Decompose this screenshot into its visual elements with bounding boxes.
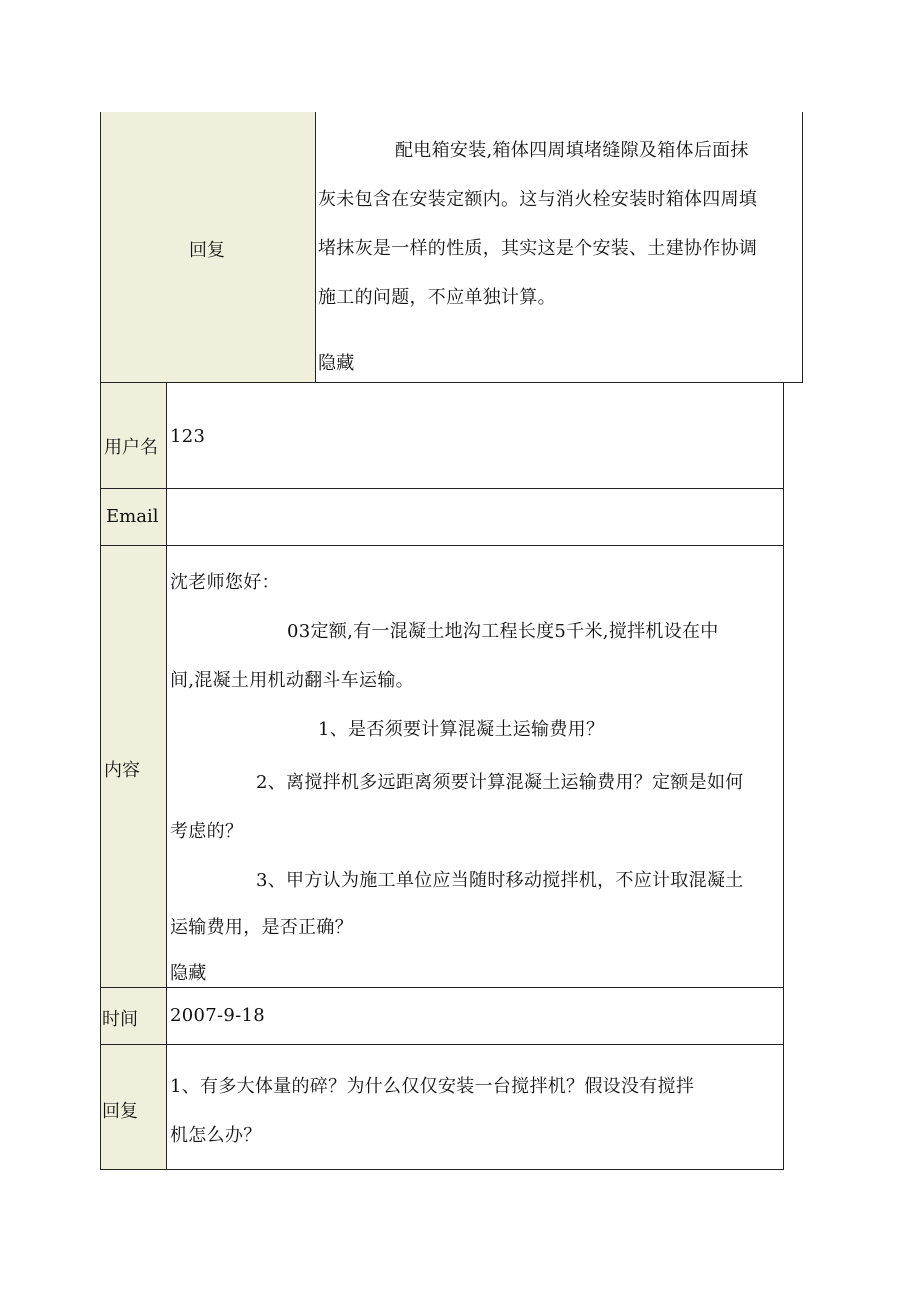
table-border (802, 112, 803, 382)
top-reply-hide-link[interactable]: 隐藏 (318, 353, 355, 374)
content-line-5: 2、离搅拌机多远距离须要计算混凝土运输费用？定额是如何 (256, 772, 744, 793)
table-border (100, 1044, 784, 1045)
content-line-2: 03定额,有一混凝土地沟工程长度5千米,搅拌机设在中 (287, 621, 719, 642)
top-reply-label: 回复 (189, 240, 225, 261)
content-line-4: 1、是否须要计算混凝土运输费用？ (318, 719, 605, 740)
table-border (315, 112, 316, 382)
content-line-7: 3、甲方认为施工单位应当随时移动搅拌机，不应计取混凝土 (256, 870, 744, 891)
top-reply-line-2: 灰未包含在安装定额内。这与消火栓安装时箱体四周填 (318, 189, 758, 210)
time-label: 时间 (102, 1009, 138, 1030)
content-line-1: 沈老师您好： (170, 572, 280, 593)
content-line-8: 运输费用，是否正确？ (170, 917, 353, 938)
table-border (100, 382, 803, 383)
content-line-3: 间,混凝土用机动翻斗车运输。 (170, 670, 414, 691)
table-border (100, 112, 101, 382)
email-label: Email (106, 506, 159, 527)
username-value: 123 (170, 426, 206, 447)
table-border (100, 382, 101, 1170)
content-label: 内容 (104, 760, 140, 781)
bottom-reply-label: 回复 (102, 1101, 138, 1122)
table-border (100, 488, 784, 489)
top-reply-line-4: 施工的问题，不应单独计算。 (318, 287, 556, 308)
content-line-6: 考虑的？ (170, 821, 244, 842)
top-reply-line-3: 堵抹灰是一样的性质，其实这是个安装、土建协作协调 (318, 238, 758, 259)
content-hide-link[interactable]: 隐藏 (170, 963, 207, 984)
table-border (100, 1169, 784, 1170)
table-border (783, 382, 784, 1170)
table-border (100, 987, 784, 988)
top-reply-line-1: 配电箱安装,箱体四周填堵缝隙及箱体后面抹 (395, 140, 749, 161)
bottom-reply-line-1: 1、有多大体量的碎？为什么仅仅安装一台搅拌机？假设没有搅拌 (170, 1076, 695, 1097)
table-border (100, 545, 784, 546)
time-value: 2007-9-18 (170, 1005, 266, 1026)
username-label: 用户名 (104, 437, 158, 458)
bottom-reply-line-2: 机怎么办？ (170, 1125, 262, 1146)
table-border (166, 382, 167, 1170)
